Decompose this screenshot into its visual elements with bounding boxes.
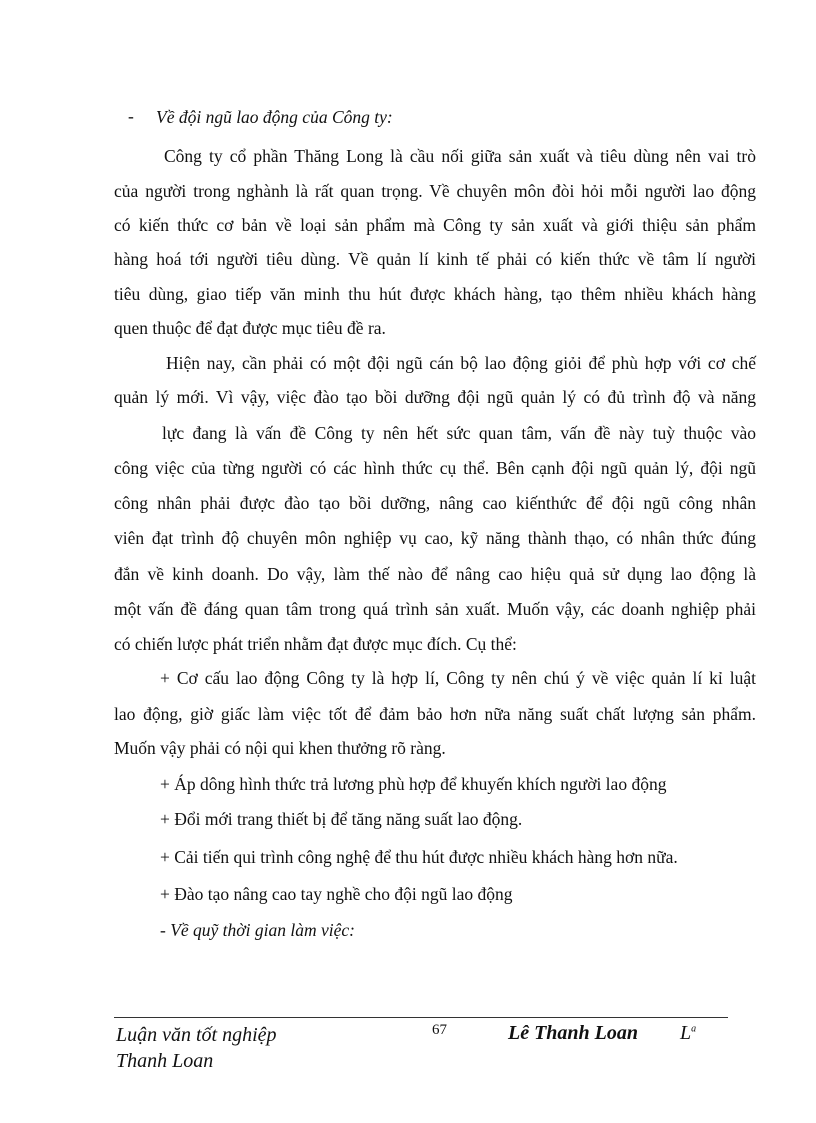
paragraph-line: tiêu dùng, giao tiếp văn minh thu hút được khách hàng, tạo thêm nhiều khách hàng xyxy=(114,284,756,304)
list-item: + Đổi mới trang thiết bị để tăng năng suất lao động. xyxy=(160,809,523,829)
list-item: + Áp dông hình thức trả lương phù hợp để khuyến khích người lao động xyxy=(160,774,667,794)
paragraph-line: Hiện nay, cần phải có một đội ngũ cán bộ lao động giỏi để phù hợp với cơ chế xyxy=(166,353,756,373)
list-item: + Cải tiến qui trình công nghệ để thu hút được nhiều khách hàng hơn nữa. xyxy=(160,847,678,867)
paragraph-line: công việc của từng người có các hình thức cụ thể. Bên cạnh đội ngũ quản lý, đội ngũ xyxy=(114,458,756,478)
paragraph-line: lao động, giờ giấc làm việc tốt để đảm bảo hơn nữa năng suất chất lượng sản phẩm. xyxy=(114,704,756,724)
footer-title-line2: Thanh Loan xyxy=(116,1050,214,1072)
paragraph-line: hàng hoá tới người tiêu dùng. Về quản lí kinh tế phải có kiến thức về tâm lí người xyxy=(114,249,756,269)
paragraph-line: quản lý mới. Vì vậy, việc đào tạo bồi dưỡng đội ngũ quản lý có đủ trình độ và năng xyxy=(114,387,756,407)
section-bullet: - xyxy=(128,106,134,126)
footer-author: Lê Thanh Loan xyxy=(508,1022,639,1044)
paragraph-line: một vấn đề đáng quan tâm trong quá trình sản xuất. Muốn vậy, các doanh nghiệp phải xyxy=(114,599,756,619)
footer-title xyxy=(116,1022,277,1074)
section-heading-workforce: Về đội ngũ lao động của Công ty: xyxy=(156,107,393,127)
paragraph-line: của người trong nghành là rất quan trọng. Về chuyên môn đòi hỏi mỗi người lao động xyxy=(114,181,756,201)
footer-title-line1: Luận văn tốt nghiệp xyxy=(116,1024,277,1046)
paragraph-line: lực đang là vấn đề Công ty nên hết sức quan tâm, vấn đề này tuỳ thuộc vào xyxy=(162,423,756,443)
footer-initial-letter: L xyxy=(680,1022,692,1044)
paragraph-line: đắn về kinh doanh. Do vậy, làm thế nào để nâng cao hiệu quả sử dụng lao động là xyxy=(114,564,756,584)
list-item: + Cơ cấu lao động Công ty là hợp lí, Công ty nên chú ý về việc quản lí kỉ luật xyxy=(160,668,756,688)
paragraph-line: có kiến thức cơ bản về loại sản phẩm mà Công ty sản xuất và giới thiệu sản phẩm xyxy=(114,215,756,235)
footer-initial xyxy=(680,1022,696,1045)
paragraph-line: quen thuộc để đạt được mục tiêu đề ra. xyxy=(114,318,386,338)
paragraph-line: viên đạt trình độ chuyên môn nghiệp vụ cao, kỹ năng thành thạo, có nhân thức đúng xyxy=(114,528,756,548)
section-heading-worktime: - Về quỹ thời gian làm việc: xyxy=(160,920,355,940)
footer-divider xyxy=(114,1017,728,1018)
page-number: 67 xyxy=(432,1022,447,1038)
list-item: + Đào tạo nâng cao tay nghề cho đội ngũ lao động xyxy=(160,884,513,904)
paragraph-line: Công ty cổ phần Thăng Long là cầu nối giữa sản xuất và tiêu dùng nên vai trò xyxy=(164,146,756,166)
footer-initial-sup: a xyxy=(691,1023,697,1035)
paragraph-line: Muốn vậy phải có nội qui khen thưởng rõ ràng. xyxy=(114,738,446,758)
paragraph-line: công nhân phải được đào tạo bồi dưỡng, nâng cao kiếnthức để đội ngũ công nhân xyxy=(114,493,756,513)
paragraph-line: có chiến lược phát triển nhằm đạt được mục đích. Cụ thể: xyxy=(114,634,517,654)
